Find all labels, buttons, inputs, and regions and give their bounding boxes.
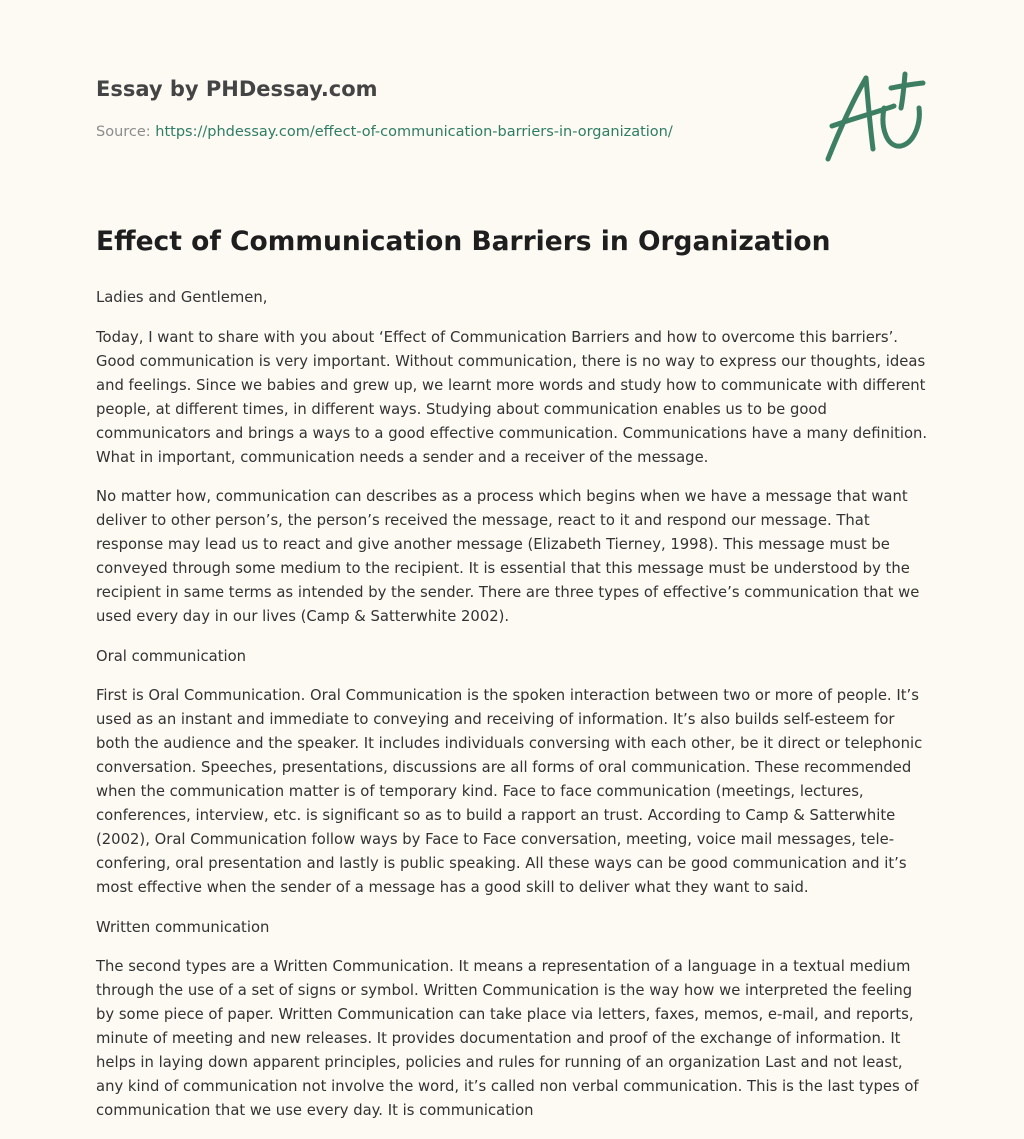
oral-paragraph: First is Oral Communication. Oral Communication is the spoken interaction between two or more of people. It’s used as an instant and immediate to conveying and receiving of information. It’s also builds self-esteem for both the audience and the speaker. It includes individuals conversing with each other, be it direct or telephonic conversation. Speeches, presentations, discussions are all forms of oral communication. These recommended when the communication matter is of temporary kind. Face to face communication (meetings, lectures, conferences, interview, etc. is significant so as to build a rapport an trust. According to Camp & Satterwhite (2002), Oral Communication follow ways by Face to Face conversation, meeting, voice mail messages, tele-confering, oral presentation and lastly is public speaking. All these ways can be good communication and it’s most effective when the sender of a message has a good skill to deliver what they want to said. — [96, 687, 923, 896]
source-link[interactable]: https://phdessay.com/effect-of-communication-barriers-in-organization/ — [155, 124, 673, 140]
intro-paragraph: Today, I want to share with you about ‘Effect of Communication Barriers and how to overcome this barriers’. Good communication is very important. Without communication, there is no way to express our thoughts, ideas and feelings. Since we babies and grew up, we learnt more words and study how to communicate with different people, at different times, in different ways. Studying about communication enables us to be good communicators and brings a ways to a good effective communication. Communications have a many definition. What in important, communication needs a sender and a receiver of the message. — [96, 328, 928, 466]
greeting-paragraph: Ladies and Gentlemen, — [96, 289, 268, 306]
oral-heading: Oral communication — [96, 647, 247, 665]
process-paragraph: No matter how, communication can describes as a process which begins when we have a message that want deliver to other person’s, the person’s received the message, react to it and respond our message. That response may lead us to react and give another message (Elizabeth Tierney, 1998). This message must be conveyed through some medium to the recipient. It is essential that this message must be understood by the recipient in same terms as intended by the sender. There are three types of effective’s communication that we used every day in our lives (Camp & Satterwhite 2002). — [96, 488, 920, 625]
essay-body — [96, 286, 930, 1139]
site-title: Essay by PHDessay.com — [96, 77, 378, 101]
a-plus-logo — [822, 66, 932, 166]
written-paragraph: The second types are a Written Communication. It means a representation of a language in a textual medium through the use of a set of signs or symbol. Written Communication is the way how we interpreted the feeling by some piece of paper. Written Communication can take place via letters, faxes, memos, e-mail, and reports, minute of meeting and new releases. It provides documentation and proof of the exchange of information. It helps in laying down apparent principles, policies and rules for running of an organization Last and not least, any kind of communication not involve the word, it’s called non verbal communication. This is the last types of communication that we use every day. It is communication — [96, 958, 919, 1119]
source-label: Source: — [96, 124, 156, 140]
source-line — [96, 124, 673, 140]
essay-title: Effect of Communication Barriers in Organization — [96, 226, 831, 257]
written-heading: Written communication — [96, 918, 270, 936]
